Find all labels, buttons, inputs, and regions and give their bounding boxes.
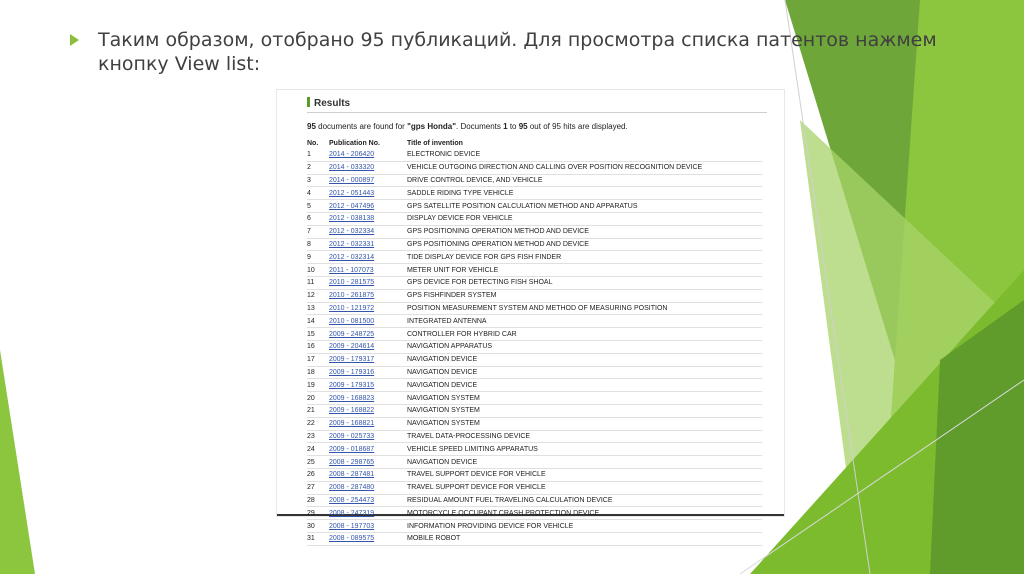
title-cell: RESIDUAL AMOUNT FUEL TRAVELING CALCULATION DEVICE <box>407 494 762 507</box>
publication-link[interactable]: 2012 - 032314 <box>329 253 375 261</box>
summary-text: out of 95 hits are displayed. <box>527 122 628 131</box>
title-cell: DRIVE CONTROL DEVICE, AND VEHICLE <box>407 174 762 187</box>
publication-link[interactable]: 2008 - 287481 <box>329 471 375 479</box>
results-table <box>307 138 762 546</box>
publication-link[interactable]: 2008 - 247319 <box>329 509 375 517</box>
table-row <box>307 520 762 533</box>
table-row <box>307 264 762 277</box>
title-cell: NAVIGATION SYSTEM <box>407 404 762 417</box>
table-row <box>307 174 762 187</box>
title-cell: NAVIGATION DEVICE <box>407 353 762 366</box>
table-row <box>307 225 762 238</box>
publication-link[interactable]: 2012 - 051443 <box>329 189 375 197</box>
table-row <box>307 366 762 379</box>
row-number: 2 <box>307 161 329 174</box>
publication-cell <box>329 494 407 507</box>
row-number: 3 <box>307 174 329 187</box>
row-number: 5 <box>307 200 329 213</box>
row-number: 23 <box>307 430 329 443</box>
table-row <box>307 328 762 341</box>
row-number: 7 <box>307 225 329 238</box>
publication-link[interactable]: 2009 - 179316 <box>329 368 375 376</box>
publication-link[interactable]: 2012 - 032331 <box>329 240 375 248</box>
publication-cell <box>329 532 407 545</box>
publication-link[interactable]: 2011 - 107073 <box>329 266 374 274</box>
publication-cell <box>329 353 407 366</box>
title-cell: TRAVEL DATA-PROCESSING DEVICE <box>407 430 762 443</box>
table-row <box>307 200 762 213</box>
publication-link[interactable]: 2010 - 121972 <box>329 304 375 312</box>
col-title: Title of invention <box>407 140 463 147</box>
title-cell: NAVIGATION SYSTEM <box>407 417 762 430</box>
row-number: 31 <box>307 532 329 545</box>
publication-link[interactable]: 2014 - 206420 <box>329 151 375 159</box>
publication-cell <box>329 289 407 302</box>
title-cell: INFORMATION PROVIDING DEVICE FOR VEHICLE <box>407 520 762 533</box>
publication-link[interactable]: 2009 - 168823 <box>329 394 375 402</box>
table-row <box>307 404 762 417</box>
publication-link[interactable]: 2009 - 179317 <box>329 356 375 364</box>
title-cell: GPS DEVICE FOR DETECTING FISH SHOAL <box>407 276 762 289</box>
publication-link[interactable]: 2008 - 287480 <box>329 484 375 492</box>
publication-link[interactable]: 2009 - 168822 <box>329 407 375 415</box>
summary-query: "gps Honda" <box>407 122 456 131</box>
table-row <box>307 238 762 251</box>
row-number: 18 <box>307 366 329 379</box>
publication-cell <box>329 443 407 456</box>
publication-link[interactable]: 2009 - 168821 <box>329 420 375 428</box>
publication-cell <box>329 315 407 328</box>
slide-bullet <box>70 28 950 76</box>
publication-cell <box>329 238 407 251</box>
table-row <box>307 430 762 443</box>
bullet-arrow-icon <box>70 34 79 46</box>
table-row <box>307 353 762 366</box>
publication-cell <box>329 264 407 277</box>
title-cell: ELECTRONIC DEVICE <box>407 149 762 161</box>
table-row <box>307 212 762 225</box>
row-number: 12 <box>307 289 329 302</box>
publication-cell <box>329 507 407 520</box>
title-cell: GPS POSITIONING OPERATION METHOD AND DEVICE <box>407 225 762 238</box>
row-number: 29 <box>307 507 329 520</box>
row-number: 21 <box>307 404 329 417</box>
title-cell: TRAVEL SUPPORT DEVICE FOR VEHICLE <box>407 481 762 494</box>
row-number: 13 <box>307 302 329 315</box>
row-number: 15 <box>307 328 329 341</box>
publication-cell <box>329 404 407 417</box>
publication-cell <box>329 161 407 174</box>
summary-to: 95 <box>518 122 528 131</box>
publication-link[interactable]: 2008 - 254473 <box>329 496 375 504</box>
publication-cell <box>329 187 407 200</box>
publication-cell <box>329 251 407 264</box>
title-cell: SADDLE RIDING TYPE VEHICLE <box>407 187 762 200</box>
col-publication: Publication No. <box>329 140 380 147</box>
deco-shape-left <box>0 350 35 574</box>
publication-link[interactable]: 2008 - 089575 <box>329 535 375 543</box>
publication-cell <box>329 340 407 353</box>
row-number: 10 <box>307 264 329 277</box>
publication-cell <box>329 430 407 443</box>
title-cell: NAVIGATION SYSTEM <box>407 392 762 405</box>
title-cell: POSITION MEASUREMENT SYSTEM AND METHOD OF MEASURING POSITION <box>407 302 762 315</box>
table-row <box>307 417 762 430</box>
table-row <box>307 187 762 200</box>
table-row <box>307 507 762 520</box>
publication-link[interactable]: 2012 - 047496 <box>329 202 375 210</box>
table-header <box>307 138 762 149</box>
title-cell: METER UNIT FOR VEHICLE <box>407 264 762 277</box>
table-row <box>307 251 762 264</box>
title-cell: GPS SATELLITE POSITION CALCULATION METHOD AND APPARATUS <box>407 200 762 213</box>
heading-marker <box>307 97 310 107</box>
title-cell: VEHICLE SPEED LIMITING APPARATUS <box>407 443 762 456</box>
row-number: 1 <box>307 149 329 161</box>
publication-link[interactable]: 2008 - 298765 <box>329 458 375 466</box>
row-number: 20 <box>307 392 329 405</box>
table-row <box>307 443 762 456</box>
publication-link[interactable]: 2010 - 261875 <box>329 292 375 300</box>
bullet-text: Таким образом, отобрано 95 публикаций. Для просмотра списка патентов нажмем кнопку View list: <box>98 29 937 75</box>
publication-cell <box>329 276 407 289</box>
title-cell: CONTROLLER FOR HYBRID CAR <box>407 328 762 341</box>
col-no: No. <box>307 140 319 147</box>
results-heading-label: Results <box>314 98 351 109</box>
summary-text: documents are found for <box>315 122 408 131</box>
results-screenshot <box>277 90 784 543</box>
row-number: 8 <box>307 238 329 251</box>
row-number: 25 <box>307 456 329 469</box>
publication-link[interactable]: 2010 - 281575 <box>329 279 375 287</box>
publication-cell <box>329 225 407 238</box>
publication-cell <box>329 328 407 341</box>
results-heading <box>307 97 350 109</box>
publication-cell <box>329 200 407 213</box>
row-number: 19 <box>307 379 329 392</box>
title-cell: NAVIGATION DEVICE <box>407 379 762 392</box>
publication-link[interactable]: 2010 - 081500 <box>329 317 375 325</box>
table-row <box>307 161 762 174</box>
publication-link[interactable]: 2008 - 197703 <box>329 522 375 530</box>
publication-link[interactable]: 2014 - 000897 <box>329 176 375 184</box>
summary-text: . Documents <box>456 122 504 131</box>
table-row <box>307 456 762 469</box>
results-summary <box>307 122 628 131</box>
title-cell: GPS POSITIONING OPERATION METHOD AND DEVICE <box>407 238 762 251</box>
summary-count: 95 <box>307 122 316 131</box>
title-cell: VEHICLE OUTGOING DIRECTION AND CALLING OVER POSITION RECOGNITION DEVICE <box>407 161 762 174</box>
row-number: 24 <box>307 443 329 456</box>
title-cell: TRAVEL SUPPORT DEVICE FOR VEHICLE <box>407 468 762 481</box>
table-row <box>307 276 762 289</box>
row-number: 11 <box>307 276 329 289</box>
title-cell: GPS FISHFINDER SYSTEM <box>407 289 762 302</box>
row-number: 22 <box>307 417 329 430</box>
table-row <box>307 481 762 494</box>
row-number: 9 <box>307 251 329 264</box>
publication-cell <box>329 468 407 481</box>
table-row <box>307 149 762 161</box>
publication-link[interactable]: 2012 - 032334 <box>329 228 375 236</box>
title-cell: MOBILE ROBOT <box>407 532 762 545</box>
title-cell: TIDE DISPLAY DEVICE FOR GPS FISH FINDER <box>407 251 762 264</box>
table-row <box>307 302 762 315</box>
publication-link[interactable]: 2009 - 248725 <box>329 330 375 338</box>
title-cell: NAVIGATION DEVICE <box>407 366 762 379</box>
row-number: 27 <box>307 481 329 494</box>
title-cell: NAVIGATION APPARATUS <box>407 340 762 353</box>
table-row <box>307 315 762 328</box>
row-number: 14 <box>307 315 329 328</box>
table-row <box>307 532 762 545</box>
publication-cell <box>329 149 407 161</box>
publication-link[interactable]: 2012 - 038138 <box>329 215 375 223</box>
summary-from: 1 <box>503 122 508 131</box>
divider <box>307 112 767 113</box>
publication-cell <box>329 212 407 225</box>
publication-cell <box>329 417 407 430</box>
table-row <box>307 392 762 405</box>
publication-link[interactable]: 2014 - 033320 <box>329 164 375 172</box>
publication-cell <box>329 174 407 187</box>
table-row <box>307 379 762 392</box>
row-number: 30 <box>307 520 329 533</box>
publication-link[interactable]: 2009 - 204614 <box>329 343 375 351</box>
title-cell: DISPLAY DEVICE FOR VEHICLE <box>407 212 762 225</box>
publication-cell <box>329 392 407 405</box>
row-number: 4 <box>307 187 329 200</box>
publication-cell <box>329 481 407 494</box>
table-row <box>307 289 762 302</box>
row-number: 6 <box>307 212 329 225</box>
title-cell: INTEGRATED ANTENNA <box>407 315 762 328</box>
title-cell: MOTORCYCLE OCCUPANT CRASH PROTECTION DEVICE <box>407 507 762 520</box>
summary-text: to <box>507 122 519 131</box>
table-row <box>307 468 762 481</box>
publication-cell <box>329 366 407 379</box>
row-number: 16 <box>307 340 329 353</box>
publication-cell <box>329 302 407 315</box>
publication-link[interactable]: 2009 - 025733 <box>329 432 375 440</box>
publication-cell <box>329 379 407 392</box>
publication-link[interactable]: 2009 - 018687 <box>329 445 375 453</box>
publication-cell <box>329 520 407 533</box>
row-number: 17 <box>307 353 329 366</box>
row-number: 28 <box>307 494 329 507</box>
table-row <box>307 340 762 353</box>
publication-link[interactable]: 2009 - 179315 <box>329 381 375 389</box>
publication-cell <box>329 456 407 469</box>
title-cell: NAVIGATION DEVICE <box>407 456 762 469</box>
row-number: 26 <box>307 468 329 481</box>
table-row <box>307 494 762 507</box>
